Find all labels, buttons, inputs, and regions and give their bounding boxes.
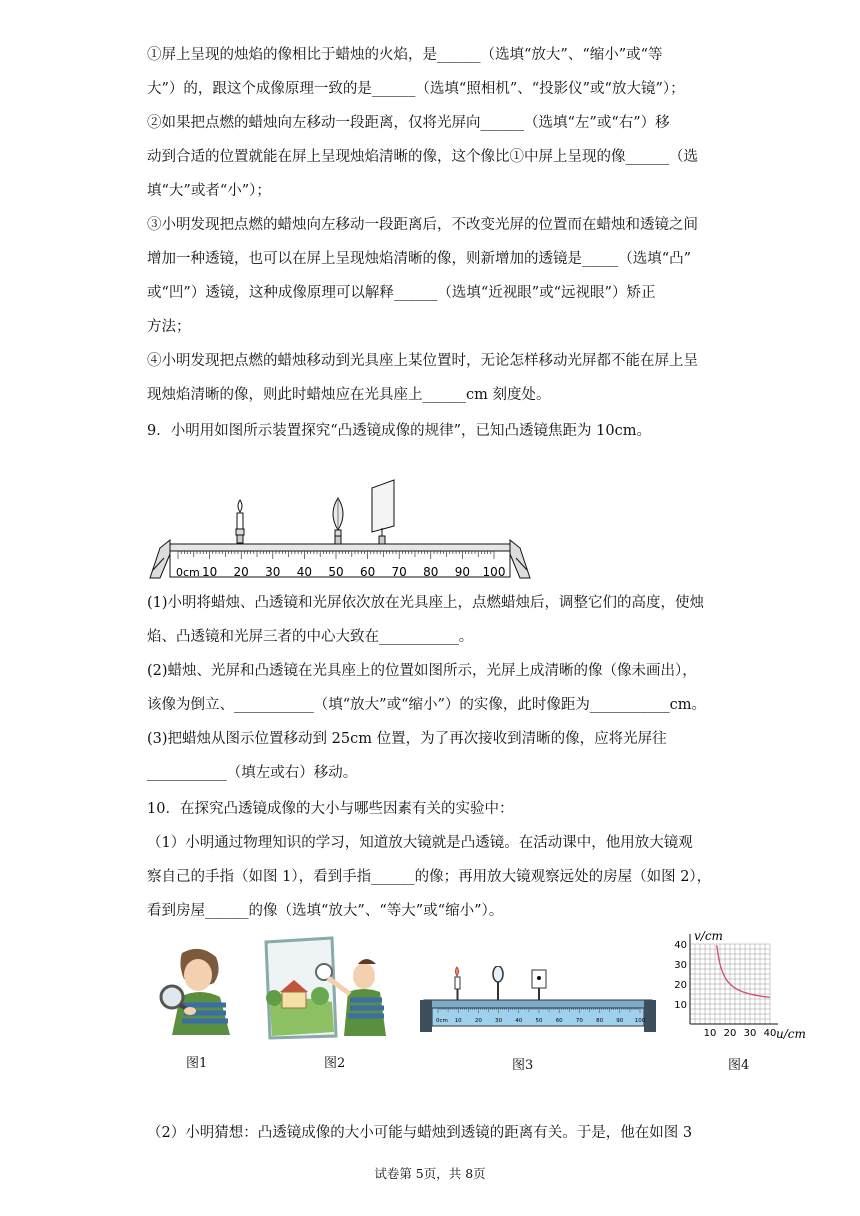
scale-tick-label: 60	[359, 565, 376, 579]
candle-icon	[455, 967, 460, 1002]
figure-4-caption: 图4	[728, 1058, 750, 1073]
text-line: 方法；	[147, 319, 191, 335]
scale-tick-label: 30	[265, 565, 281, 579]
scale-tick-label: 10	[454, 1018, 462, 1024]
lens-icon	[493, 966, 503, 1002]
figure-2-image	[262, 936, 392, 1040]
question-10-heading: 10．在探究凸透镜成像的大小与哪些因素有关的实验中：	[147, 801, 514, 817]
text-line: 该像为倒立、___________（填“放大”或“缩小”）的实像，此时像距为___________cm。	[147, 697, 707, 713]
scale-tick-label: 20	[233, 565, 249, 579]
scale-tick-label: 40	[515, 1018, 523, 1024]
text-line: (2)蜡烛、光屏和凸透镜在光具座上的位置如图所示，光屏上成清晰的像（像未画出），	[147, 663, 697, 679]
scale-tick-label: 90	[616, 1018, 624, 1024]
scale-tick-label: 10	[201, 565, 218, 579]
text-line: 现烛焰清晰的像，则此时蜡烛应在光具座上______cm 刻度处。	[147, 387, 551, 403]
scale-tick-label: 0cm	[436, 1018, 448, 1024]
bench-right-support	[510, 540, 530, 578]
scale-tick-label: 100	[482, 565, 506, 579]
question-9-heading: 9．小明用如图所示装置探究“凸透镜成像的规律”，已知凸透镜焦距为 10cm。	[147, 423, 651, 439]
text-line: 增加一种透镜，也可以在屏上呈现烛焰清晰的像，则新增加的透镜是_____（选填“凸”	[147, 251, 692, 267]
text-line: 看到房屋______的像（选填“放大”、“等大”或“缩小”）。	[147, 903, 504, 919]
text-line: 察自己的手指（如图 1），看到手指______的像；再用放大镜观察远处的房屋（如图 2），	[147, 869, 712, 885]
x-tick-label: 10	[703, 1028, 717, 1039]
optical-bench-figure	[146, 470, 536, 586]
figure-2-caption: 图2	[324, 1056, 346, 1071]
text-line: 填“大”或者“小”）；	[147, 183, 271, 199]
text-line: ___________（填左或右）移动。	[147, 765, 358, 781]
text-line: 大”）的，跟这个成像原理一致的是______（选填“照相机”、“投影仪”或“放大镜”）；	[147, 81, 685, 97]
scale-tick-label: 90	[454, 565, 471, 579]
page-footer: 试卷第 5页，共 8页	[374, 1166, 486, 1181]
scale-tick-label: 50	[328, 565, 344, 579]
scale-tick-label: 70	[391, 565, 407, 579]
text-line: （1）小明通过物理知识的学习，知道放大镜就是凸透镜。在活动课中，他用放大镜观	[147, 835, 693, 851]
text-line: ④小明发现把点燃的蜡烛移动到光具座上某位置时，无论怎样移动光屏都不能在屏上呈	[147, 353, 698, 369]
x-tick-label: 40	[763, 1028, 777, 1039]
scale-tick-label: 80	[596, 1018, 604, 1024]
scale-tick-label: 60	[555, 1018, 563, 1024]
scale-tick-label: 40	[296, 565, 313, 579]
candle-icon	[236, 500, 244, 543]
y-axis-label: v/cm	[694, 929, 723, 943]
scale-tick-label: 80	[423, 565, 439, 579]
scale-tick-label: 70	[575, 1018, 583, 1024]
scale-tick-label: 30	[495, 1018, 503, 1024]
figure-4-graph	[668, 926, 820, 1052]
text-line: 焰、凸透镜和光屏三者的中心大致在___________。	[147, 629, 474, 645]
text-line: ①屏上呈现的烛焰的像相比于蜡烛的火焰，是______（选填“放大”、“缩小”或“等	[147, 47, 663, 63]
y-tick-label: 30	[674, 960, 687, 971]
text-line: 或“凹”）透镜，这种成像原理可以解释______（选填“近视眼”或“远视眼”）矫正	[147, 285, 656, 301]
house-icon	[282, 992, 306, 1008]
x-tick-label: 20	[723, 1028, 737, 1039]
figure-3-caption: 图3	[512, 1058, 534, 1073]
screen-icon	[532, 970, 546, 1002]
scale-tick-label: 50	[535, 1018, 543, 1024]
y-tick-label: 10	[674, 1000, 687, 1011]
y-tick-label: 20	[674, 980, 687, 991]
text-line: （2）小明猜想：凸透镜成像的大小可能与蜡烛到透镜的距离有关。于是，他在如图 3	[147, 1125, 693, 1141]
screen-icon	[372, 480, 394, 544]
figure-1-caption: 图1	[186, 1056, 208, 1071]
scale-tick-label: 100	[634, 1018, 646, 1024]
text-line: (3)把蜡烛从图示位置移动到 25cm 位置，为了再次接收到清晰的像，应将光屏往	[147, 731, 667, 747]
text-line: 动到合适的位置就能在屏上呈现烛焰清晰的像，这个像比①中屏上呈现的像______（选	[147, 149, 698, 165]
x-axis-label: u/cm	[776, 1027, 806, 1041]
lens-icon	[333, 498, 343, 544]
x-tick-label: 30	[743, 1028, 757, 1039]
bench-left-support	[150, 540, 170, 578]
scale-tick-label: 20	[474, 1018, 482, 1024]
figure-1-image	[152, 945, 244, 1037]
figure-3-optical-bench	[418, 966, 658, 1036]
text-line: ②如果把点燃的蜡烛向左移动一段距离，仅将光屏向______（选填“左”或“右”）移	[147, 115, 670, 131]
y-tick-label: 40	[674, 940, 687, 951]
scale-tick-label: 0cm	[176, 566, 200, 579]
text-line: (1)小明将蜡烛、凸透镜和光屏依次放在光具座上，点燃蜡烛后，调整它们的高度，使烛	[147, 595, 705, 611]
v-u-curve	[717, 945, 770, 997]
magnifier-icon	[161, 986, 183, 1008]
text-line: ③小明发现把点燃的蜡烛向左移动一段距离后，不改变光屏的位置而在蜡烛和透镜之间	[147, 217, 698, 233]
